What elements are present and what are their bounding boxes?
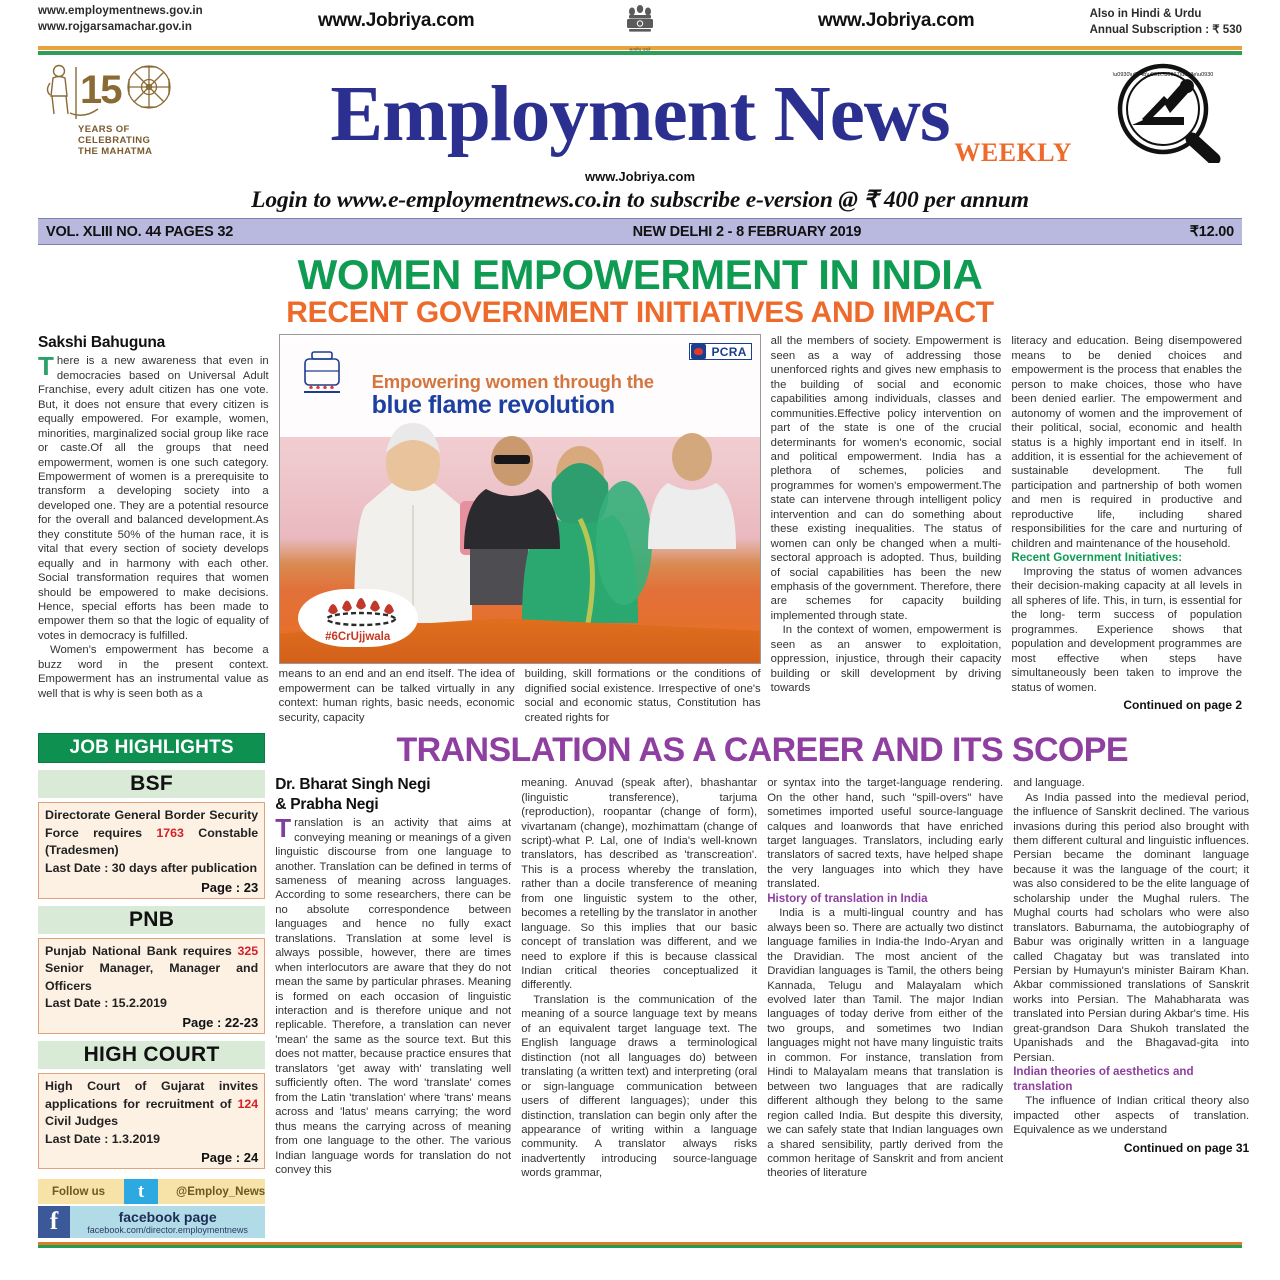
caption-col-right <box>525 667 761 725</box>
jobriya-watermark-right: www.Jobriya.com <box>818 10 975 31</box>
jobriya-watermark-left: www.Jobriya.com <box>318 10 475 31</box>
gandhi-150-logo <box>42 61 192 161</box>
job-card-pnb-lastdate: Last Date : 15.2.2019 <box>45 996 167 1011</box>
volume-info-bar <box>38 218 1242 245</box>
job-card-hc-lastdate: Last Date : 1.3.2019 <box>45 1131 161 1146</box>
edition-date: NEW DELHI 2 - 8 FEBRUARY 2019 <box>632 223 862 240</box>
masthead <box>38 55 1242 173</box>
employment-news-emblem-icon <box>1084 63 1242 163</box>
pcra-label: PCRA <box>711 344 747 359</box>
url-employmentnews[interactable]: www.employmentnews.gov.in <box>38 5 203 17</box>
pcra-logo <box>689 343 751 360</box>
job-highlights-sidebar <box>38 729 265 1238</box>
lead-col1-para2: Women's empowerment has become a buzz word in the present context. Empowerment has an instrumental value as well that is why is seen both as a <box>38 644 269 700</box>
lower-section <box>38 729 1250 1238</box>
anniversary-caption: YEARS OF CELEBRATING THE MAHATMA <box>78 124 153 158</box>
lead-col4-para1: literacy and education. Being disempowered means to be denied choices and empowerment is the process that enables the person to make choices, those who have been denied earlier. The empowerment and autonomy of women and the improvement of their political, social, economic and health status is a highly important end in itself. In addition, it is essential for the achievement of sustainable development. The full participation and partnership of both women and men is required in productive and reproductive life, including shared responsibilities for the care and nurturing of children and maintenance of the household. <box>1011 335 1243 550</box>
lead-col4-para2: Improving the status of women advances their decision-making capacity at all levels in all spheres of life. This, in turn, is essential for the long- term success of population programmes. Experience shows that population and development programmes are most effective when steps have simultaneously been taken to improve the status of women. <box>1011 566 1243 694</box>
jobriya-watermark-center: www.Jobriya.com <box>584 169 696 184</box>
translation-column-3 <box>767 776 1003 1181</box>
lead-headline: WOMEN EMPOWERMENT IN INDIA <box>297 251 983 298</box>
translation-headline: TRANSLATION AS A CAREER AND ITS SCOPE <box>396 731 1128 770</box>
lead-col1-para1: There is a new awareness that even in democracies based on Universal Adult Franchise, every adult citizen has one vote. But, it does not ensure that every citizen is equally empowered. For example, women, minorities, marginalized social group like race or caste.Of all the groups that need empowerment, women is one such category. Empowerment of women is a prerequisite to transform a developing society into a developed one. They are a potential resource for the overall and balanced development.As they constitute 50% of the human race, it is vital that every section of society develops equally and in harmony with each other. Social transformation requires that women should be empowered to make decisions. Hence, special efforts has been made to empower them so that the logic of equality of votes in democracy is fulfilled. <box>38 351 269 642</box>
top-url-bar <box>38 0 1242 52</box>
facebook-url[interactable]: facebook.com/director.employmentnews <box>87 1225 248 1236</box>
weekly-label: WEEKLY <box>954 138 1072 167</box>
translation-continued-note: Continued on page 31 <box>1123 1140 1250 1155</box>
job-card-hc-count: 124 <box>237 1096 259 1111</box>
ujjwala-flames-icon <box>316 595 400 629</box>
national-emblem-icon <box>618 2 662 53</box>
ujjwala-tag: #6CrUjjwala <box>325 631 391 644</box>
lpg-cylinder-icon <box>296 349 348 409</box>
facebook-title: facebook page <box>118 1209 217 1226</box>
svg-text:\u0930\u094b\u091c\u0917\u093e: \u0930\u094b\u091c\u0917\u093e\u0930 <box>1112 72 1214 78</box>
photo-banner-line1: Empowering women through the <box>371 371 654 393</box>
translation-col4-para1: and language. <box>1013 777 1085 790</box>
cover-price: ₹12.00 <box>1189 223 1234 240</box>
translation-byline-2: & Prabha Negi <box>275 796 379 814</box>
volume-issue: VOL. XLIII NO. 44 PAGES 32 <box>46 223 234 240</box>
translation-col4-para2: As India passed into the medieval period, the influence of Sanskrit declined. The various invasions during this period also brought with them different cultural and linguistic influences. Persian became the dominant language because it was the language of the court; it was also considered to be the elite language of scholarship under the Mughal rulers. The Mughal courts had scholars who were also translators. Baburnama, the autobiography of Babur was originally written in a language called Chagatay but was translated into Persian by Humayun's minister Bairam Khan. Akbar commissioned translations of Sanskrit works into Persian. The Mahabharata was translated into Persian during Akbar's time. His great-grandson Dara Shukoh translated the Upanishads and the Bhagavad-gita into Persian. <box>1013 791 1250 1064</box>
url-rojgarsamachar[interactable]: www.rojgarsamachar.gov.in <box>38 20 192 33</box>
translation-column-4 <box>1013 776 1249 1181</box>
job-card-hc-text: High Court of Gujarat invites applications for recruitment of 124 Civil Judges <box>45 1079 259 1129</box>
job-card-bsf-page[interactable]: Page : 23 <box>201 879 259 895</box>
lead-column-3 <box>771 334 1002 725</box>
twitter-handle[interactable]: @Employ_News <box>176 1185 266 1198</box>
translation-column-2 <box>521 776 757 1181</box>
lead-continued-note: Continued on page 2 <box>1123 698 1243 713</box>
job-card-pnb[interactable] <box>38 938 265 1034</box>
job-card-high-court[interactable] <box>38 1073 265 1169</box>
job-card-bsf-lastdate: Last Date : 30 days after publication <box>45 860 258 875</box>
translation-column-1 <box>275 776 511 1181</box>
follow-us-label: Follow us <box>52 1185 106 1198</box>
translation-col4-subhead: Indian theories of aesthetics and translation <box>1013 1065 1194 1093</box>
translation-col4-para3: The influence of Indian critical theory also impacted other aspects of translation. Equivalence as we understand <box>1013 1095 1250 1137</box>
job-org-bsf: BSF <box>38 770 265 798</box>
job-card-pnb-count: 325 <box>237 943 259 958</box>
translation-col2-para1: meaning. Anuvad (speak after), bhashantar (linguistic transference), tarjuma (reproduction), roopantar (change of form), vivartanam (change), mozhimattam (change of script)-what P. Lal, one of India's well-known translators, has described as 'transcreation'. This is a process whereby the translation, rather than a docile transference of meaning from one linguistic system to the other, becomes a retelling by the translator in another language. So this implies that our basic concept of translation was different, and we need to explore if this is because classical Indian critical theories conceptualized it differently. <box>521 777 758 992</box>
job-card-pnb-page[interactable]: Page : 22-23 <box>182 1015 259 1031</box>
lead-col3-para1: all the members of society. Empowerment is seen as a way of addressing those unenforced rights and gives new emphasis to the building of social and economic capabilities among individuals, classes and communities.Effective policy intervention on part of the state is one of the crucial determinants for women's economic, social and political empowerment. India has a plethora of schemes, policies and programmes for women's empowerment.The state can intervene through intelligent policy intervention and can do something about these existing inequalities. The status of women can only be changed when a multi-sectoral approach is adopted. Thus, building of social capabilities has been the new emphasis of the government. Therefore, there are schemes for capacity building implemented through state. <box>770 335 1002 622</box>
translation-columns <box>275 776 1249 1181</box>
lead-subheadline: RECENT GOVERNMENT INITIATIVES AND IMPACT <box>286 295 994 329</box>
job-card-bsf-text: Directorate General Border Security Force requires 1763 Constable (Tradesmen) <box>45 808 259 858</box>
job-card-bsf-count: 1763 <box>156 825 184 840</box>
caption-col-left <box>279 667 515 725</box>
pcra-mark-icon <box>691 344 706 359</box>
lead-caption-left: means to an end and an end itself. The idea of empowerment can be talked virtually in any context: human rights, basic needs, economic security, capacity <box>278 668 515 724</box>
lead-col3-para2: In the context of women, empowerment is seen as an answer to exploitation, oppression, injustice, through their capacity building or skill development by driving towards <box>770 624 1002 695</box>
job-org-pnb: PNB <box>38 906 265 934</box>
job-highlights-title: JOB HIGHLIGHTS <box>38 733 265 763</box>
e-version-login-line: Login to www.e-employmentnews.co.in to subscribe e-version @ ₹ 400 per annum <box>251 187 1029 213</box>
emblem-caption: सत्यमेव जयते <box>629 47 651 52</box>
translation-col2-para2: Translation is the communication of the meaning of a source language text by means of an equivalent target language text. The English language draws a terminological distinction (not all languages do) between translating (a written text) and interpreting (oral or sign-language communication between users of different languages); under this distinction, translation can begin only after the appearance of writing within a language community. A translator always risks inadvertently introducing source-language words grammar, <box>521 993 758 1180</box>
footer-green-rule <box>38 1245 1242 1248</box>
facebook-bar[interactable] <box>38 1206 265 1238</box>
photo-caption-columns <box>279 667 761 725</box>
subscription-languages: Also in Hindi & Urdu <box>1089 8 1202 20</box>
translation-col3-para1: or syntax into the target-language rendering. On the other hand, such "spill-overs" have sometimes imported useful source-language calques and loanwords that have enriched target languages. Translators, including early translators of sacred texts, have helped shape the very languages into which they have translated. <box>767 777 1004 891</box>
twitter-follow-bar[interactable] <box>38 1179 265 1204</box>
job-card-bsf[interactable] <box>38 802 265 898</box>
page-title: Employment News <box>330 70 950 158</box>
subscription-price: Annual Subscription : ₹ 530 <box>1089 24 1242 37</box>
translation-byline-1: Dr. Bharat Singh Negi <box>275 776 431 794</box>
translation-col3-subhead: History of translation in India <box>767 891 928 905</box>
facebook-text <box>70 1209 265 1235</box>
translation-col1-para1: Translation is an activity that aims at conveying meaning or meanings of a given linguistic discourse from one language to another. Translation can be defined in terms of sameness of meaning across languages. According to some researchers, there can be no absolute correspondence between languages and hence no fully exact translations. Translation at some level is always possible, however, there are times when interlocutors are aware that they do not mean the same by particular phrases. Meaning is formed on each occasion of linguistic interaction and is therefore unique and not replicable. Therefore, a translation can never 'mean' the same as the source text. But this does not matter, because practice ensures that translators 'get away with' translating well sufficiently often. The word 'translate' comes from the Latin 'translation' where 'trans' means across and 'latus' means carrying; the word thus means the carrying across of meaning from one language to the other. The various Indian language words for translation do not convey this <box>275 813 512 1177</box>
lead-photo <box>279 334 761 664</box>
svg-text:15: 15 <box>80 68 121 112</box>
translation-article <box>275 729 1249 1238</box>
lead-col4-subhead: Recent Government Initiatives: <box>1011 551 1183 565</box>
official-urls <box>38 4 203 35</box>
job-card-pnb-text: Punjab National Bank requires 325 Senior Manager, Manager and Officers <box>45 943 259 993</box>
lead-column-1 <box>38 334 269 725</box>
subscription-info <box>1090 6 1242 38</box>
translation-col3-para2: India is a multi-lingual country and has always been so. There are actually two distinct language families in India-the Indo-Aryan and the Dravidian. The most ancient of the Dravidian languages is Tamil, the others being Kannada, Telugu and Malayalam which evolved later than Tamil. The major Indian languages of today derive from either of the two groups, and sometimes two Indian languages might not have many linguistic traits in common. For instance, translation from Hindi to Malayalam means that translation is between two languages that are radically different although they belong to the same region called India. But despite this diversity, we can safely state that Indian languages own a shared sensibility, partly derived from the common heritage of Sanskrit and from ancient theories of literature <box>767 907 1004 1180</box>
photo-banner-line2: blue flame revolution <box>371 391 615 420</box>
lead-caption-right: building, skill formations or the conditions of dignified social existence. Irrespective of one's social and economic status, Constitution has created rights for <box>524 668 761 724</box>
twitter-icon[interactable]: t <box>124 1179 158 1204</box>
facebook-icon[interactable]: f <box>38 1206 70 1238</box>
job-org-high-court: HIGH COURT <box>38 1041 265 1069</box>
lead-column-4 <box>1011 334 1242 725</box>
lead-article-columns <box>38 334 1242 725</box>
lead-byline: Sakshi Bahuguna <box>38 334 166 352</box>
lead-photo-block <box>279 334 761 725</box>
job-card-hc-page[interactable]: Page : 24 <box>201 1150 259 1166</box>
